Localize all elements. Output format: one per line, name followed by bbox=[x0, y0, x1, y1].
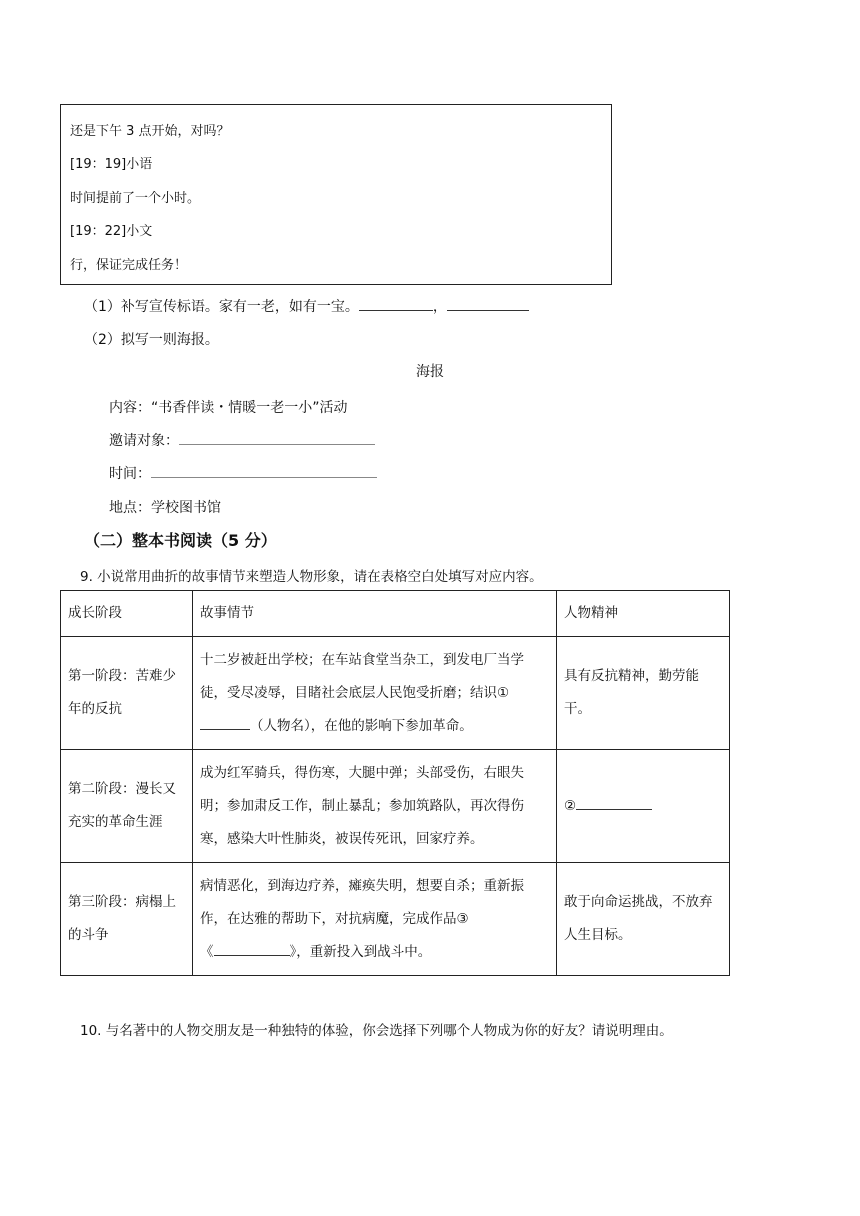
separator: ， bbox=[432, 299, 447, 315]
answer-blank-1[interactable] bbox=[200, 715, 250, 730]
poster-place: 地点：学校图书馆 bbox=[109, 500, 221, 516]
poster-title: 海报 bbox=[416, 364, 444, 380]
spirit-cell: 敢于向命运挑战，不放弃人生目标。 bbox=[557, 863, 730, 976]
plot-cell bbox=[193, 637, 557, 750]
answer-blank-2[interactable] bbox=[576, 795, 652, 810]
table-header: 人物精神 bbox=[557, 591, 730, 637]
plot-text: （人物名），在他的影响下参加革命。 bbox=[250, 717, 473, 734]
question-9: 9. 小说常用曲折的故事情节来塑造人物形象，请在表格空白处填写对应内容。 bbox=[80, 569, 543, 585]
poster-time-label: 时间： bbox=[109, 466, 151, 482]
question-1-text: （1）补写宣传标语。家有一老，如有一宝。 bbox=[84, 299, 359, 315]
chat-line: [19：19]小语 bbox=[70, 157, 153, 172]
poster-content: 内容：“书香伴读・情暖一老一小”活动 bbox=[109, 400, 348, 416]
chat-line: 行，保证完成任务！ bbox=[70, 258, 188, 273]
stage-cell: 第一阶段：苦难少年的反抗 bbox=[61, 637, 193, 750]
blank-marker: ② bbox=[564, 797, 577, 814]
table-row bbox=[61, 750, 730, 863]
spirit-cell bbox=[557, 750, 730, 863]
chat-line: 时间提前了一个小时。 bbox=[70, 191, 201, 206]
poster-invitees bbox=[109, 430, 375, 450]
plot-text: 》 bbox=[289, 943, 297, 960]
chat-record-box bbox=[60, 104, 612, 285]
plot-cell: 成为红军骑兵，得伤寒，大腿中弹；头部受伤，右眼失明；参加肃反工作，制止暴乱；参加筑路队，再次得伤寒，感染大叶性肺炎，被误传死讯，回家疗养。 bbox=[193, 750, 557, 863]
stage-cell: 第二阶段：漫长又充实的革命生涯 bbox=[61, 750, 193, 863]
question-10: 10. 与名著中的人物交朋友是一种独特的体验，你会选择下列哪个人物成为你的好友？请说明理由。 bbox=[80, 1023, 673, 1039]
plot-text: 十二岁被赶出学校；在车站食堂当杂工，到发电厂当学徒，受尽凌辱，目睹社会底层人民饱受折磨；结识① bbox=[200, 651, 524, 701]
spirit-cell: 具有反抗精神，勤劳能干。 bbox=[557, 637, 730, 750]
poster-invitees-label: 邀请对象： bbox=[109, 433, 179, 449]
story-table bbox=[60, 590, 730, 976]
table-header: 成长阶段 bbox=[61, 591, 193, 637]
invitees-blank[interactable] bbox=[179, 430, 375, 445]
question-1 bbox=[84, 296, 529, 316]
section-title: （二）整本书阅读（5 分） bbox=[84, 531, 277, 550]
stage-cell: 第三阶段：病榻上的斗争 bbox=[61, 863, 193, 976]
answer-blank[interactable] bbox=[359, 296, 433, 311]
plot-text: ，重新投入到战斗中。 bbox=[296, 943, 432, 960]
table-header-row bbox=[61, 591, 730, 637]
plot-text: 病情恶化，到海边疗养，瘫痪失明，想要自杀；重新振作，在达雅的帮助下，对抗病魔，完成作品③ bbox=[200, 877, 524, 927]
table-header: 故事情节 bbox=[193, 591, 557, 637]
answer-blank-3[interactable] bbox=[214, 941, 290, 956]
poster-time bbox=[109, 463, 377, 483]
plot-cell bbox=[193, 863, 557, 976]
table-row bbox=[61, 863, 730, 976]
chat-line: 还是下午 3 点开始，对吗？ bbox=[70, 124, 230, 139]
question-2: （2）拟写一则海报。 bbox=[84, 332, 219, 348]
table-row bbox=[61, 637, 730, 750]
plot-text: 《 bbox=[200, 943, 214, 960]
time-blank[interactable] bbox=[151, 463, 377, 478]
chat-line: [19：22]小文 bbox=[70, 224, 153, 239]
answer-blank[interactable] bbox=[447, 296, 529, 311]
